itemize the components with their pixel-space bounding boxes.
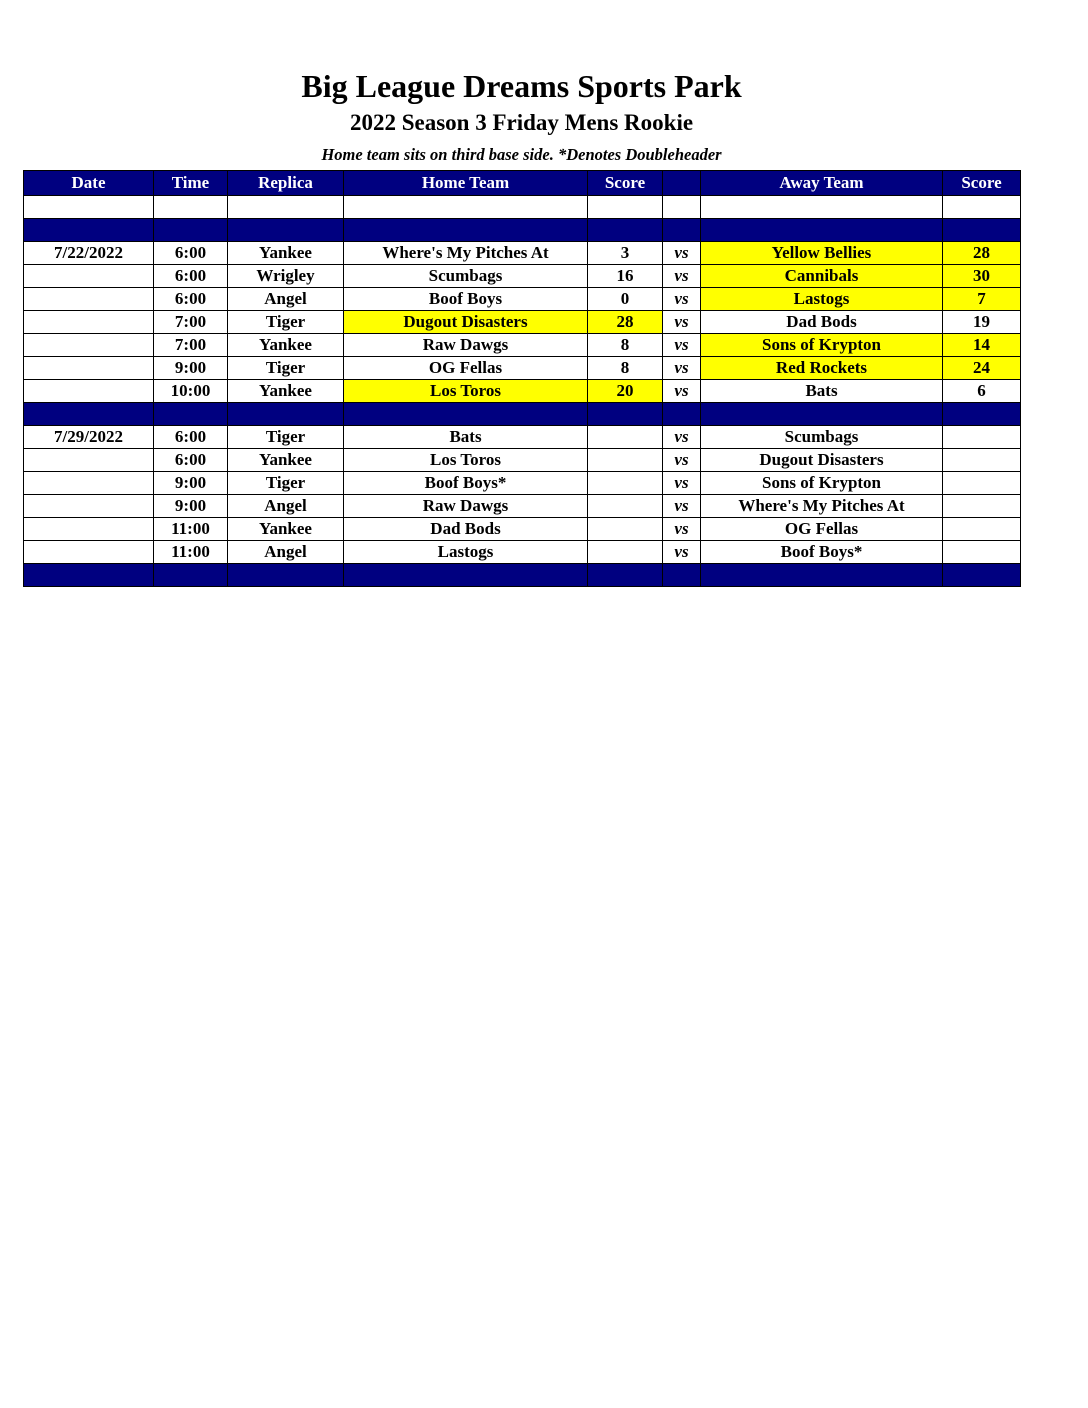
home-score: 28	[588, 311, 663, 334]
away-team: Scumbags	[701, 426, 943, 449]
game-row	[24, 265, 1021, 288]
away-team: Red Rockets	[701, 357, 943, 380]
vs-label: vs	[663, 449, 701, 472]
game-date: 7/29/2022	[24, 426, 154, 449]
away-score: 24	[943, 357, 1021, 380]
away-score	[943, 495, 1021, 518]
home-team: Raw Dawgs	[344, 334, 588, 357]
away-score	[943, 449, 1021, 472]
home-score	[588, 426, 663, 449]
header-row	[24, 171, 1021, 196]
game-time: 6:00	[154, 288, 228, 311]
game-row	[24, 495, 1021, 518]
vs-label: vs	[663, 288, 701, 311]
away-team: OG Fellas	[701, 518, 943, 541]
home-team-note: Home team sits on third base side. *Denotes Doubleheader	[321, 145, 722, 164]
game-date	[24, 334, 154, 357]
vs-label: vs	[663, 495, 701, 518]
col-header-away-score: Score	[943, 171, 1021, 196]
game-time: 7:00	[154, 334, 228, 357]
game-field: Yankee	[228, 334, 344, 357]
home-score: 8	[588, 334, 663, 357]
game-row	[24, 380, 1021, 403]
home-score	[588, 495, 663, 518]
game-date	[24, 449, 154, 472]
away-team: Yellow Bellies	[701, 242, 943, 265]
away-score	[943, 472, 1021, 495]
game-field: Yankee	[228, 449, 344, 472]
home-score: 16	[588, 265, 663, 288]
game-time: 7:00	[154, 311, 228, 334]
game-time: 10:00	[154, 380, 228, 403]
game-time: 6:00	[154, 426, 228, 449]
away-team: Lastogs	[701, 288, 943, 311]
page-title: Big League Dreams Sports Park	[301, 68, 742, 104]
away-team: Where's My Pitches At	[701, 495, 943, 518]
vs-label: vs	[663, 380, 701, 403]
col-header-away-team: Away Team	[701, 171, 943, 196]
game-row	[24, 472, 1021, 495]
home-score: 0	[588, 288, 663, 311]
col-header-vs	[663, 171, 701, 196]
away-team: Sons of Krypton	[701, 472, 943, 495]
game-date	[24, 380, 154, 403]
col-header-home-score: Score	[588, 171, 663, 196]
game-time: 9:00	[154, 495, 228, 518]
game-row	[24, 334, 1021, 357]
vs-label: vs	[663, 357, 701, 380]
game-field: Angel	[228, 288, 344, 311]
away-team: Cannibals	[701, 265, 943, 288]
game-date	[24, 518, 154, 541]
game-date: 7/22/2022	[24, 242, 154, 265]
away-score: 6	[943, 380, 1021, 403]
col-header-home-team: Home Team	[344, 171, 588, 196]
away-team: Sons of Krypton	[701, 334, 943, 357]
season-subtitle: 2022 Season 3 Friday Mens Rookie	[349, 110, 694, 135]
vs-label: vs	[663, 311, 701, 334]
home-score: 8	[588, 357, 663, 380]
home-score: 3	[588, 242, 663, 265]
game-row	[24, 242, 1021, 265]
game-date	[24, 541, 154, 564]
game-row	[24, 518, 1021, 541]
game-field: Angel	[228, 541, 344, 564]
game-time: 11:00	[154, 541, 228, 564]
home-score	[588, 449, 663, 472]
home-score	[588, 518, 663, 541]
game-row	[24, 357, 1021, 380]
away-score: 30	[943, 265, 1021, 288]
vs-label: vs	[663, 265, 701, 288]
game-time: 6:00	[154, 449, 228, 472]
game-field: Yankee	[228, 380, 344, 403]
away-team: Boof Boys*	[701, 541, 943, 564]
col-header-replica: Replica	[228, 171, 344, 196]
game-field: Wrigley	[228, 265, 344, 288]
home-team: Boof Boys*	[344, 472, 588, 495]
schedule-body	[24, 196, 1021, 587]
away-score	[943, 518, 1021, 541]
game-field: Tiger	[228, 357, 344, 380]
game-row	[24, 449, 1021, 472]
week-separator-band	[24, 403, 1021, 426]
home-score	[588, 541, 663, 564]
game-date	[24, 495, 154, 518]
game-row	[24, 311, 1021, 334]
game-time: 6:00	[154, 242, 228, 265]
game-date	[24, 311, 154, 334]
home-team: Los Toros	[344, 380, 588, 403]
vs-label: vs	[663, 334, 701, 357]
away-score	[943, 541, 1021, 564]
home-team: Dad Bods	[344, 518, 588, 541]
game-field: Angel	[228, 495, 344, 518]
week-separator-band	[24, 564, 1021, 587]
home-team: Los Toros	[344, 449, 588, 472]
game-field: Tiger	[228, 426, 344, 449]
vs-label: vs	[663, 242, 701, 265]
home-team: Dugout Disasters	[344, 311, 588, 334]
away-team: Dad Bods	[701, 311, 943, 334]
col-header-time: Time	[154, 171, 228, 196]
home-team: OG Fellas	[344, 357, 588, 380]
home-team: Where's My Pitches At	[344, 242, 588, 265]
week-separator-band	[24, 219, 1021, 242]
home-score	[588, 472, 663, 495]
game-row	[24, 541, 1021, 564]
schedule-table	[23, 170, 1021, 587]
vs-label: vs	[663, 518, 701, 541]
game-time: 9:00	[154, 357, 228, 380]
away-score	[943, 426, 1021, 449]
col-header-date: Date	[24, 171, 154, 196]
away-team: Bats	[701, 380, 943, 403]
away-score: 28	[943, 242, 1021, 265]
game-date	[24, 357, 154, 380]
home-score: 20	[588, 380, 663, 403]
vs-label: vs	[663, 541, 701, 564]
home-team: Bats	[344, 426, 588, 449]
game-field: Tiger	[228, 311, 344, 334]
away-score: 7	[943, 288, 1021, 311]
home-team: Lastogs	[344, 541, 588, 564]
game-date	[24, 472, 154, 495]
game-time: 9:00	[154, 472, 228, 495]
game-field: Yankee	[228, 242, 344, 265]
home-team: Raw Dawgs	[344, 495, 588, 518]
game-time: 6:00	[154, 265, 228, 288]
game-row	[24, 426, 1021, 449]
blank-row	[24, 196, 1021, 219]
home-team: Boof Boys	[344, 288, 588, 311]
away-team: Dugout Disasters	[701, 449, 943, 472]
game-time: 11:00	[154, 518, 228, 541]
game-field: Tiger	[228, 472, 344, 495]
away-score: 19	[943, 311, 1021, 334]
vs-label: vs	[663, 472, 701, 495]
vs-label: vs	[663, 426, 701, 449]
game-date	[24, 265, 154, 288]
game-date	[24, 288, 154, 311]
away-score: 14	[943, 334, 1021, 357]
home-team: Scumbags	[344, 265, 588, 288]
game-field: Yankee	[228, 518, 344, 541]
game-row	[24, 288, 1021, 311]
